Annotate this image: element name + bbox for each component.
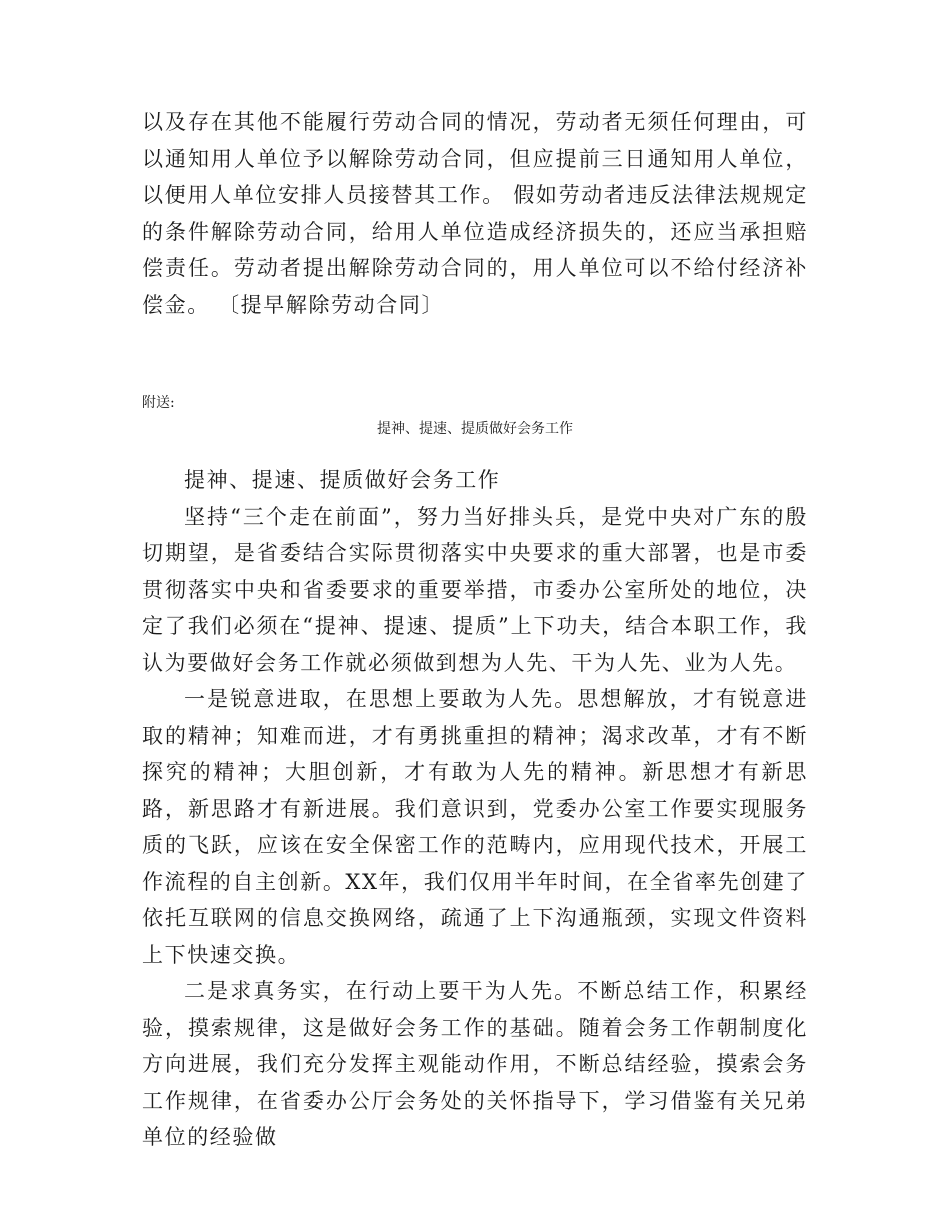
continuation-paragraph: 以及存在其他不能履行劳动合同的情况，劳动者无须任何理由，可以通知用人单位予以解除劳动合同，但应提前三日通知用人单位，以便用人单位安排人员接替其工作。 假如劳动者违反法律法规规定的条件解除劳动合同，给用人单位造成经济损失的，还应当承担赔偿责任。劳动者提出解除劳动合同的，用人单位可以不给付经济补偿金。 〔提早解除劳动合同〕: [142, 110, 808, 317]
article-paragraph: 一是锐意进取，在思想上要敢为人先。思想解放，才有锐意进取的精神；知难而进，才有勇挑重担的精神；渴求改革，才有不断探究的精神；大胆创新，才有敢为人先的精神。新思想才有新思路，新思路才有新进展。我们意识到，党委办公室工作要实现服务质的飞跃，应该在安全保密工作的范畴内，应用现代技术，开展工作流程的自主创新。XX年，我们仅用半年时间，在全省率先创建了依托互联网的信息交换网络，疏通了上下沟通瓶颈，实现文件资料上下快速交换。: [142, 687, 808, 967]
article-heading: 提神、提速、提质做好会务工作: [184, 468, 501, 492]
attachment-label: 附送:: [142, 395, 175, 411]
article-paragraph: 二是求真务实，在行动上要干为人先。不断总结工作，积累经验，摸索规律，这是做好会务工作的基础。随着会务工作朝制度化方向进展，我们充分发挥主观能动作用，不断总结经验，摸索会务工作规律，在省委办公厅会务处的关怀指导下，学习借鉴有关兄弟单位的经验做: [142, 979, 808, 1149]
attachment-title: 提神、提速、提质做好会务工作: [377, 421, 573, 437]
article-paragraph: 坚持“三个走在前面”，努力当好排头兵，是党中央对广东的殷切期望，是省委结合实际贯彻落实中央要求的重大部署，也是市委贯彻落实中央和省委要求的重要举措，市委办公室所处的地位，决定了我们必须在“提神、提速、提质”上下功夫，结合本职工作，我认为要做好会务工作就必须做到想为人先、干为人先、业为人先。: [142, 504, 808, 675]
article-body: [142, 462, 808, 1156]
